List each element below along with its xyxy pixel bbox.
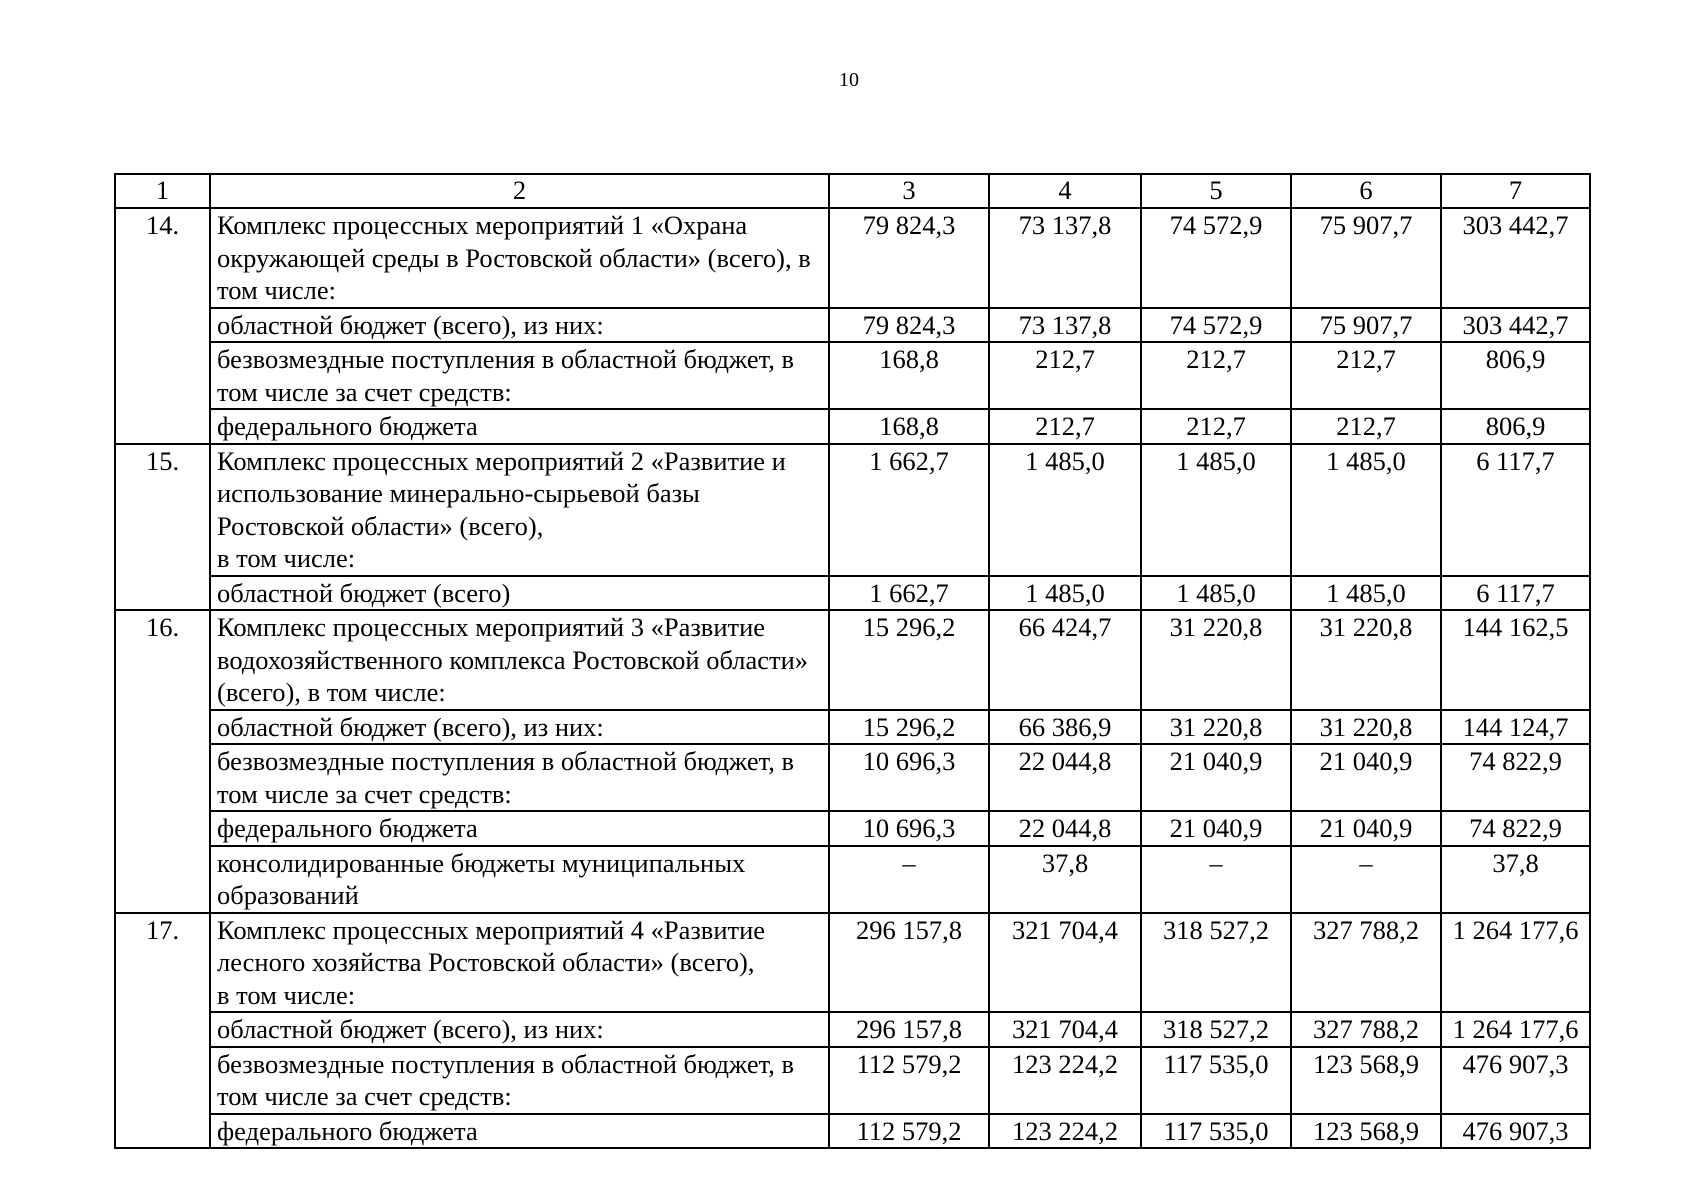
section-number: 14. — [115, 208, 210, 444]
column-header: 7 — [1441, 174, 1590, 208]
value-cell: 318 527,2 — [1141, 913, 1291, 1013]
value-cell: 21 040,9 — [1291, 811, 1441, 846]
value-cell: 75 907,7 — [1291, 208, 1441, 308]
value-cell: 212,7 — [989, 342, 1141, 409]
row-label: Комплекс процессных мероприятий 2 «Развитие и использование минерально-сырьевой базы Ростовской области» (всего), в том числе: — [210, 444, 829, 576]
table-row — [115, 846, 1590, 913]
row-label: областной бюджет (всего), из них: — [210, 308, 829, 343]
table-row — [115, 576, 1590, 611]
row-label: федерального бюджета — [210, 1114, 829, 1149]
value-cell: 1 485,0 — [1141, 576, 1291, 611]
value-cell: 1 485,0 — [1141, 444, 1291, 576]
value-cell: 21 040,9 — [1141, 811, 1291, 846]
value-cell: 37,8 — [1441, 846, 1590, 913]
row-label: Комплекс процессных мероприятий 4 «Развитие лесного хозяйства Ростовской области» (всего), в том числе: — [210, 913, 829, 1013]
value-cell: 296 157,8 — [829, 1012, 989, 1047]
table-row — [115, 409, 1590, 444]
value-cell: 303 442,7 — [1441, 208, 1590, 308]
value-cell: 318 527,2 — [1141, 1012, 1291, 1047]
row-label: Комплекс процессных мероприятий 1 «Охрана окружающей среды в Ростовской области» (всего), в том числе: — [210, 208, 829, 308]
value-cell: 73 137,8 — [989, 308, 1141, 343]
value-cell: 296 157,8 — [829, 913, 989, 1013]
value-cell: 21 040,9 — [1291, 744, 1441, 811]
value-cell: 31 220,8 — [1141, 610, 1291, 710]
value-cell: 321 704,4 — [989, 1012, 1141, 1047]
value-cell: 212,7 — [1141, 342, 1291, 409]
value-cell: 1 264 177,6 — [1441, 1012, 1590, 1047]
value-cell: 212,7 — [1291, 342, 1441, 409]
value-cell: 75 907,7 — [1291, 308, 1441, 343]
value-cell: 327 788,2 — [1291, 1012, 1441, 1047]
value-cell: 79 824,3 — [829, 208, 989, 308]
value-cell: 112 579,2 — [829, 1114, 989, 1149]
value-cell: 123 568,9 — [1291, 1047, 1441, 1114]
column-header: 5 — [1141, 174, 1291, 208]
value-cell: 6 117,7 — [1441, 444, 1590, 576]
value-cell: 31 220,8 — [1291, 610, 1441, 710]
value-cell: 79 824,3 — [829, 308, 989, 343]
value-cell: 212,7 — [989, 409, 1141, 444]
section-number: 17. — [115, 913, 210, 1149]
row-label: консолидированные бюджеты муниципальных образований — [210, 846, 829, 913]
value-cell: 212,7 — [1291, 409, 1441, 444]
value-cell: 15 296,2 — [829, 710, 989, 745]
row-label: федерального бюджета — [210, 811, 829, 846]
column-header: 2 — [210, 174, 829, 208]
value-cell: 112 579,2 — [829, 1047, 989, 1114]
value-cell: 10 696,3 — [829, 744, 989, 811]
value-cell: 1 662,7 — [829, 444, 989, 576]
column-header: 1 — [115, 174, 210, 208]
column-number-row — [115, 174, 1590, 208]
row-label: областной бюджет (всего) — [210, 576, 829, 611]
table-row — [115, 710, 1590, 745]
value-cell: 74 822,9 — [1441, 811, 1590, 846]
value-cell: 10 696,3 — [829, 811, 989, 846]
value-cell: 144 124,7 — [1441, 710, 1590, 745]
value-cell: 6 117,7 — [1441, 576, 1590, 611]
value-cell: 22 044,8 — [989, 811, 1141, 846]
page-number: 10 — [839, 69, 859, 91]
value-cell: – — [1291, 846, 1441, 913]
value-cell: 74 572,9 — [1141, 208, 1291, 308]
value-cell: 1 485,0 — [989, 576, 1141, 611]
value-cell: 15 296,2 — [829, 610, 989, 710]
value-cell: 117 535,0 — [1141, 1047, 1291, 1114]
table-row — [115, 1012, 1590, 1047]
row-label: безвозмездные поступления в областной бюджет, в том числе за счет средств: — [210, 1047, 829, 1114]
value-cell: 74 572,9 — [1141, 308, 1291, 343]
value-cell: – — [1141, 846, 1291, 913]
value-cell: 22 044,8 — [989, 744, 1141, 811]
budget-table — [114, 173, 1591, 1149]
value-cell: 321 704,4 — [989, 913, 1141, 1013]
value-cell: 168,8 — [829, 409, 989, 444]
row-label: областной бюджет (всего), из них: — [210, 1012, 829, 1047]
value-cell: 123 224,2 — [989, 1114, 1141, 1149]
column-header: 6 — [1291, 174, 1441, 208]
row-label: безвозмездные поступления в областной бюджет, в том числе за счет средств: — [210, 342, 829, 409]
table-row — [115, 208, 1590, 308]
row-label: безвозмездные поступления в областной бюджет, в том числе за счет средств: — [210, 744, 829, 811]
value-cell: 806,9 — [1441, 342, 1590, 409]
table-row — [115, 1114, 1590, 1149]
value-cell: 123 224,2 — [989, 1047, 1141, 1114]
value-cell: 31 220,8 — [1141, 710, 1291, 745]
table-row — [115, 1047, 1590, 1114]
value-cell: 327 788,2 — [1291, 913, 1441, 1013]
column-header: 3 — [829, 174, 989, 208]
row-label: федерального бюджета — [210, 409, 829, 444]
value-cell: 476 907,3 — [1441, 1114, 1590, 1149]
table-row — [115, 811, 1590, 846]
column-header: 4 — [989, 174, 1141, 208]
value-cell: 1 485,0 — [1291, 444, 1441, 576]
value-cell: 66 424,7 — [989, 610, 1141, 710]
value-cell: 168,8 — [829, 342, 989, 409]
value-cell: 806,9 — [1441, 409, 1590, 444]
table-row — [115, 744, 1590, 811]
value-cell: 303 442,7 — [1441, 308, 1590, 343]
value-cell: 74 822,9 — [1441, 744, 1590, 811]
value-cell: 66 386,9 — [989, 710, 1141, 745]
section-number: 15. — [115, 444, 210, 611]
value-cell: 144 162,5 — [1441, 610, 1590, 710]
section-number: 16. — [115, 610, 210, 913]
value-cell: 123 568,9 — [1291, 1114, 1441, 1149]
table-row — [115, 308, 1590, 343]
table-row — [115, 913, 1590, 1013]
value-cell: 73 137,8 — [989, 208, 1141, 308]
table-row — [115, 610, 1590, 710]
table-row — [115, 444, 1590, 576]
table-row — [115, 342, 1590, 409]
value-cell: 21 040,9 — [1141, 744, 1291, 811]
row-label: Комплекс процессных мероприятий 3 «Развитие водохозяйственного комплекса Ростовской области» (всего), в том числе: — [210, 610, 829, 710]
value-cell: 1 662,7 — [829, 576, 989, 611]
value-cell: 476 907,3 — [1441, 1047, 1590, 1114]
row-label: областной бюджет (всего), из них: — [210, 710, 829, 745]
value-cell: 117 535,0 — [1141, 1114, 1291, 1149]
value-cell: 212,7 — [1141, 409, 1291, 444]
value-cell: 37,8 — [989, 846, 1141, 913]
value-cell: 1 485,0 — [1291, 576, 1441, 611]
value-cell: 31 220,8 — [1291, 710, 1441, 745]
value-cell: 1 485,0 — [989, 444, 1141, 576]
value-cell: 1 264 177,6 — [1441, 913, 1590, 1013]
value-cell: – — [829, 846, 989, 913]
